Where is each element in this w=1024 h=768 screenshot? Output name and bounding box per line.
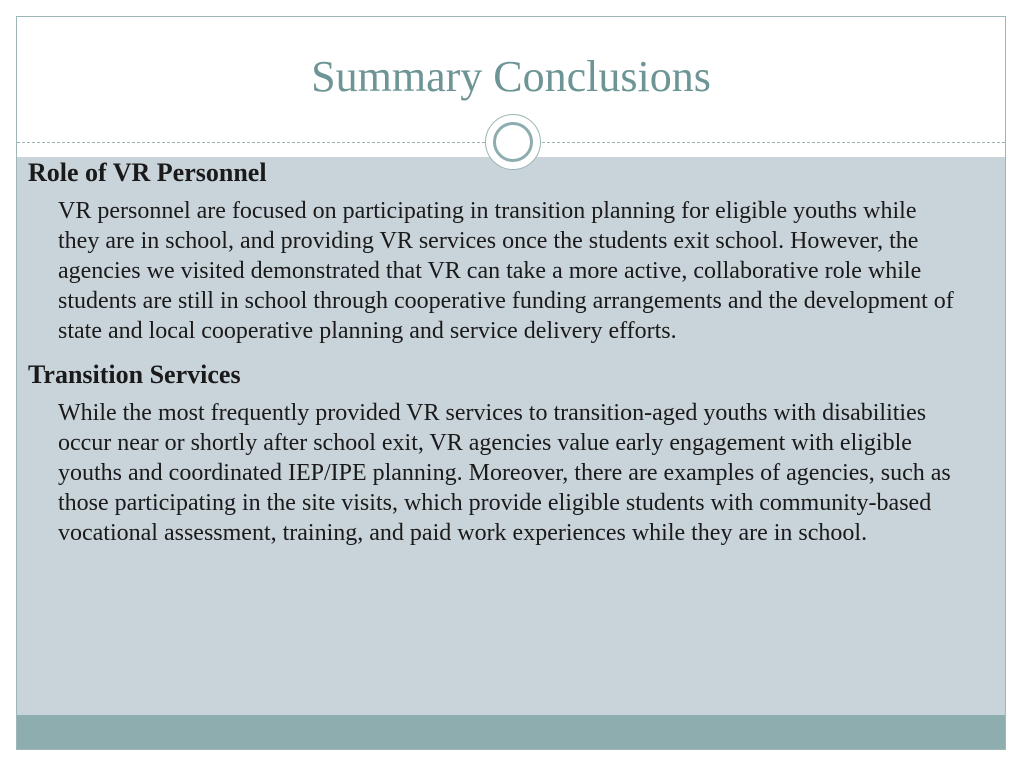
circle-ring-icon: [493, 122, 533, 162]
section-transition-services: [28, 360, 958, 548]
slide-title: Summary Conclusions: [311, 52, 711, 101]
section-paragraph: VR personnel are focused on participating in transition planning for eligible youths while they are in school, and providing VR services once the students exit school. However, the agencies we visited demonstrated that VR can take a more active, collaborative role while students are still in school through cooperative funding arrangements and the development of state and local cooperative planning and service delivery efforts.: [58, 198, 954, 344]
section-paragraph: While the most frequently provided VR services to transition-aged youths with disabilities occur near or shortly after school exit, VR agencies value early engagement with eligible youths and coordinated IEP/IPE planning. Moreover, there are examples of agencies, such as those participating in the site visits, which provide eligible students with community-based vocational assessment, training, and paid work experiences while they are in school.: [58, 400, 951, 546]
section-heading: Role of VR Personnel: [28, 158, 267, 187]
slide-body: [28, 158, 958, 562]
section-role-of-vr-personnel: [28, 158, 958, 346]
section-heading: Transition Services: [28, 360, 241, 389]
footer-bar: [17, 715, 1005, 750]
